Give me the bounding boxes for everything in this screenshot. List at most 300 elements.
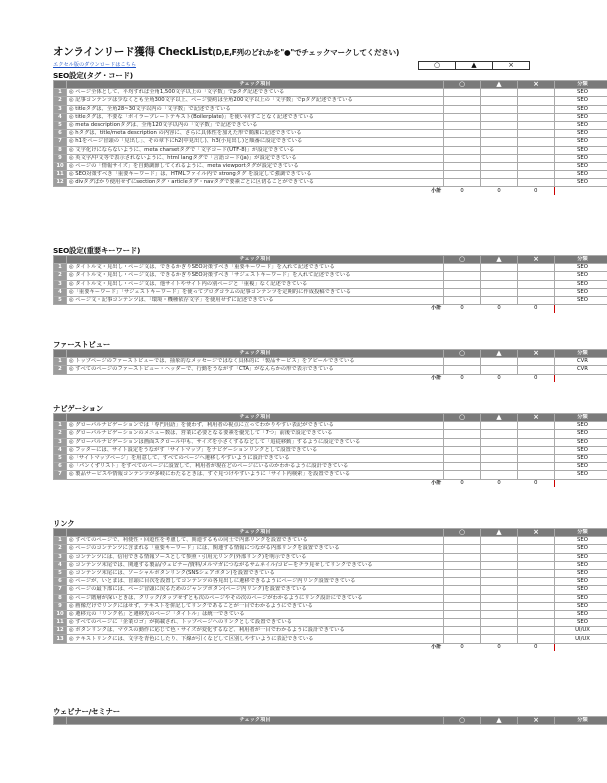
check-cell-cross[interactable]	[518, 264, 555, 272]
row-category: SEO	[555, 296, 607, 304]
section-5	[53, 519, 590, 651]
subtotal-value: 0	[534, 374, 538, 381]
row-number: 7	[54, 586, 67, 594]
check-cell-cross[interactable]	[518, 130, 555, 138]
header-no	[54, 717, 67, 725]
check-cell-cross[interactable]	[518, 471, 555, 479]
table-row	[54, 121, 607, 129]
check-cell-triangle[interactable]	[481, 422, 518, 430]
row-number: 2	[54, 430, 67, 438]
check-cell-triangle[interactable]	[481, 280, 518, 288]
row-number: 10	[54, 610, 67, 618]
row-item-text: ◎ h1をページ冒頭の「見出し」、その章下にh2(中見出し)、h3(小見出し)と順番に設定できている	[67, 138, 444, 146]
subtotal-value: 0	[497, 305, 501, 312]
check-cell-triangle[interactable]	[481, 430, 518, 438]
check-cell-triangle[interactable]	[481, 471, 518, 479]
check-cell-circle[interactable]	[444, 553, 481, 561]
check-cell-circle[interactable]	[444, 89, 481, 97]
row-item-text: ◎ タイトル文・見出し・ページ文は、できるかぎりSEO対策すべき「サジェストキーワード」を入れて記述できている	[67, 272, 444, 280]
checklist-table	[53, 528, 607, 651]
row-category: SEO	[555, 471, 607, 479]
check-cell-circle[interactable]	[444, 154, 481, 162]
row-number: 5	[54, 454, 67, 462]
row-category: SEO	[555, 430, 607, 438]
row-item-text: ◎ コンテンツ末尾では、関連する製品/ウェビナー/資料/メルマガにつながるサムネイル/コピーをチラ見せしてリンクできている	[67, 561, 444, 569]
check-cell-triangle[interactable]	[481, 463, 518, 471]
subtotal-label: 小計	[431, 374, 442, 381]
check-cell-circle[interactable]	[444, 619, 481, 627]
check-cell-circle[interactable]	[444, 97, 481, 105]
check-cell-cross[interactable]	[518, 358, 555, 366]
table-row	[54, 635, 607, 643]
header-category: 分類	[555, 350, 607, 358]
page-title-main: オンラインリード獲得 CheckList	[53, 46, 213, 58]
check-cell-circle[interactable]	[444, 438, 481, 446]
subtotal-value: 0	[534, 643, 538, 650]
check-cell-cross[interactable]	[518, 545, 555, 553]
row-number: 6	[54, 463, 67, 471]
check-cell-cross[interactable]	[518, 430, 555, 438]
header-cross: ×	[518, 256, 555, 264]
check-cell-circle[interactable]	[444, 422, 481, 430]
check-cell-cross[interactable]	[518, 446, 555, 454]
row-item-text: ◎ ページが、いとまは、冒頭に目次を設置してコンテンツの各見出しに遷移できるようにページ内リンク設置できている	[67, 578, 444, 586]
check-cell-triangle[interactable]	[481, 438, 518, 446]
section-title: ファーストビュー	[53, 340, 111, 349]
table-row	[54, 146, 607, 154]
row-category: SEO	[555, 454, 607, 462]
check-cell-triangle[interactable]	[481, 146, 518, 154]
row-number: 1	[54, 264, 67, 272]
subtotal-value: 0	[460, 305, 464, 312]
legend-circle: ○	[418, 61, 456, 70]
header-item: チェック項目	[67, 81, 444, 89]
check-cell-cross[interactable]	[518, 121, 555, 129]
check-cell-cross[interactable]	[518, 89, 555, 97]
check-cell-circle[interactable]	[444, 561, 481, 569]
check-cell-cross[interactable]	[518, 454, 555, 462]
check-cell-circle[interactable]	[444, 130, 481, 138]
check-cell-cross[interactable]	[518, 105, 555, 113]
table-header-row	[54, 414, 607, 422]
check-cell-triangle[interactable]	[481, 97, 518, 105]
section-title: SEO設定(タグ・コード)	[53, 71, 133, 80]
row-category: SEO	[555, 594, 607, 602]
check-cell-triangle[interactable]	[481, 545, 518, 553]
check-cell-triangle[interactable]	[481, 162, 518, 170]
row-number: 3	[54, 280, 67, 288]
table-row	[54, 553, 607, 561]
check-cell-triangle[interactable]	[481, 454, 518, 462]
check-cell-cross[interactable]	[518, 561, 555, 569]
check-cell-circle[interactable]	[444, 138, 481, 146]
row-number: 4	[54, 288, 67, 296]
check-cell-cross[interactable]	[518, 296, 555, 304]
subtotal-row	[54, 305, 607, 313]
subtotal-value: 0	[460, 187, 464, 194]
subtotal-label: 小計	[431, 305, 442, 312]
row-number: 6	[54, 130, 67, 138]
check-cell-circle[interactable]	[444, 358, 481, 366]
check-cell-circle[interactable]	[444, 446, 481, 454]
table-row	[54, 138, 607, 146]
row-item-text: ◎ トップページのファーストビューでは、抽象的なメッセージではなく具体的に「製品サービス」をアピールできている	[67, 358, 444, 366]
row-item-text: ◎「サイトマップページ」を用意して、すべてのページへ遷移しやすいように設計できている	[67, 454, 444, 462]
row-item-text: ◎ グローバルナビゲーションのメニュー数は、営業に必要となる要素を優先して「7つ」前後で設定できている	[67, 430, 444, 438]
table-row	[54, 130, 607, 138]
subtotal-spacer	[54, 187, 67, 195]
check-cell-circle[interactable]	[444, 113, 481, 121]
check-cell-cross[interactable]	[518, 171, 555, 179]
check-cell-circle[interactable]	[444, 146, 481, 154]
row-item-text: ◎ 遷移元の「リンク名」と遷移先のページ「タイトル」は統一できている	[67, 610, 444, 618]
check-cell-circle[interactable]	[444, 454, 481, 462]
check-cell-cross[interactable]	[518, 422, 555, 430]
check-cell-circle[interactable]	[444, 594, 481, 602]
check-cell-circle[interactable]	[444, 537, 481, 545]
row-item-text: ◎ ページ文・記事コンテンツは、「環境・機種依存文字」を使用せずに記述できている	[67, 296, 444, 304]
row-item-text: ◎ コンテンツには、信用できる情報ソースとして参照・引用元リンク(外部リンク)を明示できている	[67, 553, 444, 561]
row-item-text: ◎ hタグは、title/meta description の内容に、さらに具体性を加えた形で簡潔に記述できている	[67, 130, 444, 138]
check-cell-triangle[interactable]	[481, 446, 518, 454]
check-cell-cross[interactable]	[518, 138, 555, 146]
row-category: CVR	[555, 366, 607, 374]
check-cell-cross[interactable]	[518, 113, 555, 121]
check-cell-triangle[interactable]	[481, 105, 518, 113]
check-cell-triangle[interactable]	[481, 602, 518, 610]
row-category: SEO	[555, 264, 607, 272]
row-item-text: ◎ titleタグは、不要な「ボイラープレートテキスト(Boilerplate)」を使い回すことなく記述できている	[67, 113, 444, 121]
table-row	[54, 471, 607, 479]
check-cell-cross[interactable]	[518, 463, 555, 471]
check-cell-cross[interactable]	[518, 619, 555, 627]
row-number: 2	[54, 366, 67, 374]
check-cell-circle[interactable]	[444, 105, 481, 113]
check-cell-triangle[interactable]	[481, 358, 518, 366]
row-item-text: ◎ titleタグは、全角28~30文字以内の「文字数」で記述できている	[67, 105, 444, 113]
check-cell-cross[interactable]	[518, 162, 555, 170]
check-cell-triangle[interactable]	[481, 138, 518, 146]
check-cell-triangle[interactable]	[481, 610, 518, 618]
row-category: SEO	[555, 619, 607, 627]
row-category: CVR	[555, 358, 607, 366]
check-cell-triangle[interactable]	[481, 578, 518, 586]
subtotal-spacer	[54, 305, 67, 313]
page-title-note: (D,E,F列のどれかを"●"でチェックマークしてください)	[212, 48, 399, 57]
check-cell-cross[interactable]	[518, 146, 555, 154]
subtotal-row	[54, 187, 607, 195]
table-row	[54, 97, 607, 105]
row-number: 1	[54, 89, 67, 97]
check-cell-cross[interactable]	[518, 272, 555, 280]
row-item-text: ◎ SEO対策すべき「重要キーワード」は、HTMLファイル内で strongタグ を設定して強調できている	[67, 171, 444, 179]
table-row	[54, 430, 607, 438]
row-category: SEO	[555, 602, 607, 610]
check-cell-circle[interactable]	[444, 471, 481, 479]
check-cell-circle[interactable]	[444, 578, 481, 586]
table-row	[54, 578, 607, 586]
row-category: SEO	[555, 553, 607, 561]
table-row	[54, 89, 607, 97]
table-row	[54, 602, 607, 610]
check-cell-triangle[interactable]	[481, 272, 518, 280]
check-cell-cross[interactable]	[518, 179, 555, 187]
table-row	[54, 454, 607, 462]
table-row	[54, 438, 607, 446]
check-cell-cross[interactable]	[518, 537, 555, 545]
check-cell-triangle[interactable]	[481, 171, 518, 179]
check-cell-circle[interactable]	[444, 430, 481, 438]
check-cell-triangle[interactable]	[481, 179, 518, 187]
checklist-table	[53, 255, 607, 313]
header-item: チェック項目	[67, 256, 444, 264]
subtotal-value: 0	[534, 305, 538, 312]
check-cell-circle[interactable]	[444, 280, 481, 288]
check-cell-triangle[interactable]	[481, 561, 518, 569]
check-cell-cross[interactable]	[518, 366, 555, 374]
row-number: 2	[54, 272, 67, 280]
section-6	[53, 707, 588, 725]
row-item-text: ◎「パンくずリスト」をすべてのページに設置して、利用者が現在どのページにいるのかわかるように設計できている	[67, 463, 444, 471]
row-category: UI/UX	[555, 627, 607, 635]
row-number: 9	[54, 602, 67, 610]
check-cell-circle[interactable]	[444, 569, 481, 577]
subtotal-end-marker	[555, 643, 607, 651]
row-number: 4	[54, 113, 67, 121]
row-number: 11	[54, 171, 67, 179]
table-row	[54, 366, 607, 374]
header-circle: ○	[444, 529, 481, 537]
check-cell-triangle[interactable]	[481, 154, 518, 162]
row-item-text: ◎ グローバルナビゲーションは画面スクロール中も、サイズを小さくするなどして「追従移動」するように設定できている	[67, 438, 444, 446]
check-cell-triangle[interactable]	[481, 296, 518, 304]
row-number: 3	[54, 553, 67, 561]
header-circle: ○	[444, 256, 481, 264]
table-row	[54, 627, 607, 635]
legend-cross: ×	[492, 61, 530, 70]
row-number: 13	[54, 635, 67, 643]
row-category: SEO	[555, 610, 607, 618]
row-category: SEO	[555, 561, 607, 569]
subtotal-end-marker	[555, 374, 607, 382]
row-number: 2	[54, 545, 67, 553]
row-category: SEO	[555, 171, 607, 179]
check-cell-cross[interactable]	[518, 154, 555, 162]
row-item-text: ◎ 記事コンテンツは少なくとも全角300文字以上、ページ要約は全角200文字以上の「文字数」でpタグ記述できている	[67, 97, 444, 105]
row-number: 3	[54, 438, 67, 446]
table-row	[54, 619, 607, 627]
table-row	[54, 154, 607, 162]
table-header-row	[54, 717, 607, 725]
check-cell-circle[interactable]	[444, 602, 481, 610]
subtotal-end-marker	[555, 187, 607, 195]
table-row	[54, 463, 607, 471]
table-row	[54, 179, 607, 187]
check-cell-circle[interactable]	[444, 179, 481, 187]
header-triangle: ▲	[481, 529, 518, 537]
check-cell-cross[interactable]	[518, 586, 555, 594]
row-number: 11	[54, 619, 67, 627]
row-number: 6	[54, 578, 67, 586]
check-cell-triangle[interactable]	[481, 627, 518, 635]
check-cell-circle[interactable]	[444, 272, 481, 280]
row-category: SEO	[555, 130, 607, 138]
section-title: ナビゲーション	[53, 404, 104, 413]
check-cell-cross[interactable]	[518, 288, 555, 296]
checklist-table	[53, 80, 607, 195]
check-cell-triangle[interactable]	[481, 553, 518, 561]
row-category: SEO	[555, 545, 607, 553]
row-number: 7	[54, 471, 67, 479]
check-cell-triangle[interactable]	[481, 366, 518, 374]
header-cross: ×	[518, 717, 555, 725]
check-cell-triangle[interactable]	[481, 619, 518, 627]
subtotal-value: 0	[497, 479, 501, 486]
check-cell-triangle[interactable]	[481, 537, 518, 545]
table-row	[54, 586, 607, 594]
checklist-table	[53, 349, 607, 382]
subtotal-spacer	[54, 643, 67, 651]
check-cell-triangle[interactable]	[481, 635, 518, 643]
row-category: SEO	[555, 113, 607, 121]
row-category: SEO	[555, 422, 607, 430]
subtotal-row	[54, 643, 607, 651]
subtotal-label: 小計	[431, 187, 442, 194]
subtotal-spacer	[54, 479, 67, 487]
subtotal-value: 0	[497, 643, 501, 650]
table-row	[54, 264, 607, 272]
check-cell-cross[interactable]	[518, 578, 555, 586]
check-cell-triangle[interactable]	[481, 586, 518, 594]
check-cell-triangle[interactable]	[481, 264, 518, 272]
row-category: SEO	[555, 89, 607, 97]
table-header-row	[54, 350, 607, 358]
legend-triangle: ▲	[455, 61, 493, 70]
table-row	[54, 358, 607, 366]
row-category: SEO	[555, 272, 607, 280]
row-category: SEO	[555, 288, 607, 296]
check-cell-cross[interactable]	[518, 610, 555, 618]
header-triangle: ▲	[481, 256, 518, 264]
row-category: SEO	[555, 569, 607, 577]
row-number: 3	[54, 105, 67, 113]
title-row	[53, 44, 573, 60]
subtotal-row	[54, 479, 607, 487]
checklist-table	[53, 413, 607, 487]
row-category: SEO	[555, 537, 607, 545]
download-link[interactable]: エクセル版のダウンロードはこちら	[53, 62, 137, 68]
subtotal-label: 小計	[431, 643, 442, 650]
check-cell-circle[interactable]	[444, 288, 481, 296]
header-triangle: ▲	[481, 350, 518, 358]
check-cell-circle[interactable]	[444, 296, 481, 304]
section-1	[53, 71, 588, 195]
check-cell-cross[interactable]	[518, 635, 555, 643]
check-cell-triangle[interactable]	[481, 121, 518, 129]
check-cell-triangle[interactable]	[481, 288, 518, 296]
check-cell-cross[interactable]	[518, 97, 555, 105]
header-circle: ○	[444, 350, 481, 358]
row-item-text: ◎ フッターには、サイト設定をうながす「サイトマップ」をナビゲーションリンクとして設置できている	[67, 446, 444, 454]
row-number: 4	[54, 446, 67, 454]
row-number: 1	[54, 422, 67, 430]
row-number: 8	[54, 594, 67, 602]
row-category: SEO	[555, 146, 607, 154]
row-item-text: ◎ ページのコンテンツに含まれる「重要キーワード」には、関連する情報につながる内部リンクを設置できている	[67, 545, 444, 553]
check-cell-cross[interactable]	[518, 438, 555, 446]
row-number: 5	[54, 296, 67, 304]
header-category: 分類	[555, 256, 607, 264]
check-cell-cross[interactable]	[518, 553, 555, 561]
check-cell-circle[interactable]	[444, 171, 481, 179]
header-cross: ×	[518, 81, 555, 89]
check-cell-triangle[interactable]	[481, 89, 518, 97]
table-header-row	[54, 529, 607, 537]
subtotal-end-marker	[555, 305, 607, 313]
header-category: 分類	[555, 717, 607, 725]
check-cell-circle[interactable]	[444, 586, 481, 594]
row-number: 1	[54, 358, 67, 366]
row-number: 5	[54, 121, 67, 129]
check-cell-circle[interactable]	[444, 121, 481, 129]
header-no	[54, 81, 67, 89]
table-row	[54, 105, 607, 113]
check-cell-circle[interactable]	[444, 162, 481, 170]
row-item-text: ◎ ページ階層が深いときは、クリック/タップせずとも次のページやその次のページがわかるようにリンク設計にできている	[67, 594, 444, 602]
header-cross: ×	[518, 414, 555, 422]
check-cell-cross[interactable]	[518, 569, 555, 577]
header-triangle: ▲	[481, 414, 518, 422]
check-cell-circle[interactable]	[444, 627, 481, 635]
check-cell-circle[interactable]	[444, 264, 481, 272]
check-cell-cross[interactable]	[518, 280, 555, 288]
table-header-row	[54, 256, 607, 264]
header-no	[54, 256, 67, 264]
row-number: 5	[54, 569, 67, 577]
check-cell-cross[interactable]	[518, 627, 555, 635]
row-item-text: ◎ meta descriptionタグは、全角120文字以内の「文字数」で記述できている	[67, 121, 444, 129]
check-cell-cross[interactable]	[518, 602, 555, 610]
check-cell-triangle[interactable]	[481, 594, 518, 602]
check-cell-circle[interactable]	[444, 366, 481, 374]
check-cell-cross[interactable]	[518, 594, 555, 602]
row-item-text: ◎ 製品サービスや情報コンテンツが多岐にわたるときは、すぐ見つけやすいように「サイト内検索」を設置できている	[67, 471, 444, 479]
checklist-table	[53, 716, 607, 725]
row-category: SEO	[555, 438, 607, 446]
check-cell-circle[interactable]	[444, 463, 481, 471]
check-cell-triangle[interactable]	[481, 130, 518, 138]
header-circle: ○	[444, 81, 481, 89]
section-title: ウェビナー/セミナー	[53, 707, 120, 716]
check-cell-triangle[interactable]	[481, 569, 518, 577]
header-circle: ○	[444, 414, 481, 422]
table-row	[54, 280, 607, 288]
check-cell-circle[interactable]	[444, 635, 481, 643]
row-item-text: ◎ ページの最下部には、ページ冒頭に戻るためのジャンプボタン(ページ内リンク)を設置できている	[67, 586, 444, 594]
check-cell-triangle[interactable]	[481, 113, 518, 121]
header-cross: ×	[518, 350, 555, 358]
row-category: SEO	[555, 463, 607, 471]
check-cell-circle[interactable]	[444, 545, 481, 553]
check-cell-circle[interactable]	[444, 610, 481, 618]
header-triangle: ▲	[481, 717, 518, 725]
row-category: SEO	[555, 105, 607, 113]
subtotal-value: 0	[497, 374, 501, 381]
subtotal-value: 0	[534, 187, 538, 194]
page-title	[53, 44, 573, 59]
row-category: SEO	[555, 179, 607, 187]
table-row	[54, 446, 607, 454]
